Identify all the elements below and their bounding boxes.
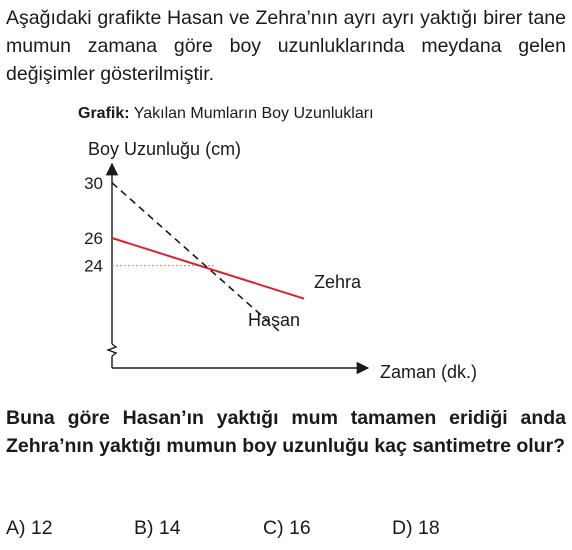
y-axis-label: Boy Uzunluğu (cm) bbox=[88, 139, 242, 159]
series-line-zehra bbox=[112, 238, 304, 299]
option-c[interactable]: C) 16 bbox=[263, 517, 311, 539]
y-tick-label-30: 30 bbox=[84, 173, 103, 193]
series-label-zehra: Zehra bbox=[314, 272, 362, 292]
caption-label: Grafik: bbox=[78, 105, 130, 122]
caption-text: Yakılan Mumların Boy Uzunlukları bbox=[133, 105, 374, 122]
y-tick-label-24: 24 bbox=[84, 256, 103, 276]
x-axis-label: Zaman (dk.) bbox=[380, 362, 478, 382]
option-a[interactable]: A) 12 bbox=[6, 517, 53, 539]
y-tick-label-26: 26 bbox=[84, 229, 103, 248]
option-b[interactable]: B) 14 bbox=[134, 517, 181, 539]
intro-text: Aşağıdaki grafikte Hasan ve Zehra’nın ayrı ayrı yaktığı birer tane mumun zamana göre boy uzunluklarında meydana gelen değişimler gösterilmiştir. bbox=[6, 7, 566, 85]
question-text: Buna göre Hasan’ın yaktığı mum tamamen eridiği anda Zehra’nın yaktığı mumun boy uzunluğu kaç santimetre olur? bbox=[6, 407, 566, 457]
option-d[interactable]: D) 18 bbox=[392, 517, 440, 539]
series-label-hasan: Hasan bbox=[248, 310, 301, 330]
y-axis-break bbox=[108, 344, 116, 356]
